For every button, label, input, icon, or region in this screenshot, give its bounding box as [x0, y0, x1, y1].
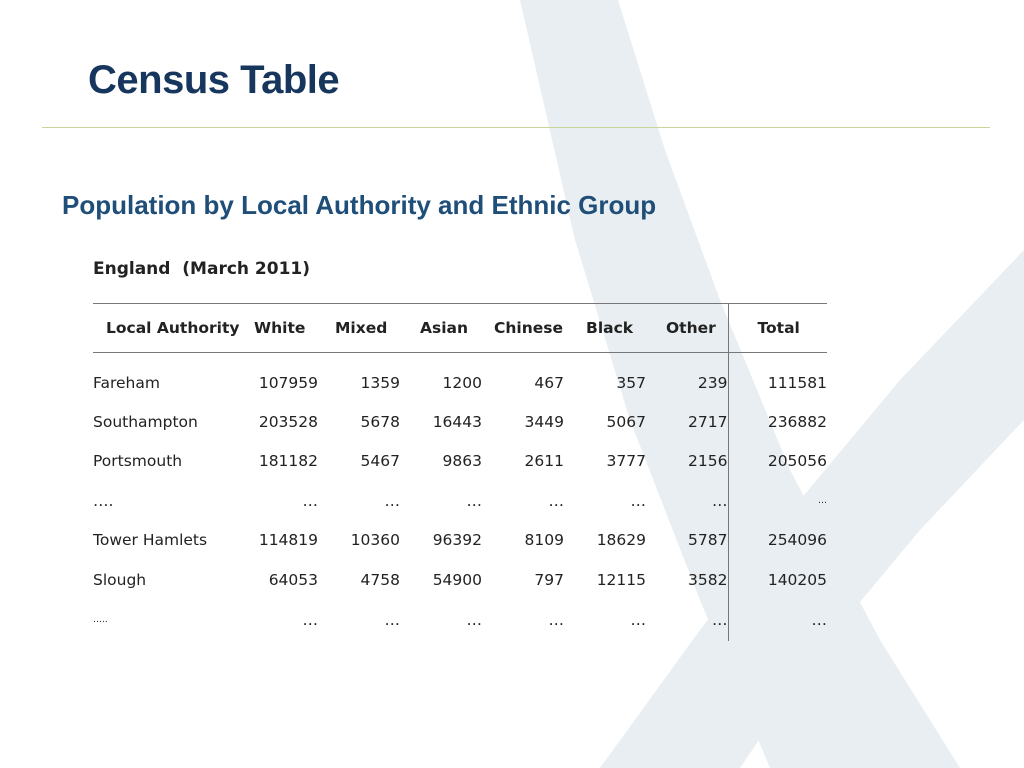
cell-mixed: 4758 [360, 570, 400, 589]
table-row-ellipsis [93, 599, 827, 641]
header-black: Black [564, 304, 646, 353]
table-row [93, 560, 827, 599]
cell-white: 181182 [258, 452, 318, 471]
cell-other: … [646, 599, 728, 641]
cell-white: … [302, 491, 318, 510]
cell-chinese: 8109 [524, 531, 564, 550]
census-table [93, 303, 827, 641]
cell-mixed: 5467 [360, 452, 400, 471]
cell-black: 12115 [596, 570, 646, 589]
cell-other: 3582 [646, 560, 728, 599]
cell-other: 2717 [646, 402, 728, 441]
cell-black: … [630, 611, 646, 630]
cell-asian: 96392 [432, 531, 482, 550]
cell-asian: … [466, 491, 482, 510]
cell-local-authority: Slough [93, 570, 147, 589]
cell-mixed: 1359 [360, 373, 400, 392]
header-white: White [245, 304, 318, 353]
table-caption: England (March 2011) [93, 259, 311, 279]
cell-asian: 1200 [442, 373, 482, 392]
cell-total: 254096 [767, 531, 827, 550]
cell-total: … [811, 611, 827, 630]
table-header-row [93, 304, 827, 353]
header-total: Total [728, 304, 827, 353]
cell-white: 107959 [258, 373, 318, 392]
page-title: Census Table [88, 58, 340, 102]
cell-mixed: 10360 [350, 531, 400, 550]
header-chinese: Chinese [482, 304, 564, 353]
cell-total: 205056 [767, 452, 827, 471]
cell-white: 203528 [258, 413, 318, 432]
title-divider [42, 127, 990, 128]
cell-local-authority: ….. [93, 615, 108, 626]
cell-other: 5787 [646, 521, 728, 560]
cell-total: 236882 [767, 413, 827, 432]
cell-black: 3777 [606, 452, 646, 471]
cell-other: … [646, 481, 728, 520]
cell-chinese: 2611 [524, 452, 564, 471]
cell-local-authority: …. [93, 491, 114, 510]
cell-asian: 54900 [432, 570, 482, 589]
cell-chinese: 3449 [524, 413, 564, 432]
cell-asian: … [466, 611, 482, 630]
cell-white: 114819 [258, 531, 318, 550]
cell-asian: 9863 [442, 452, 482, 471]
cell-local-authority: Fareham [93, 373, 160, 392]
header-asian: Asian [400, 304, 482, 353]
cell-mixed: … [384, 491, 400, 510]
cell-black: 5067 [606, 413, 646, 432]
cell-black: 357 [616, 373, 646, 392]
table-row [93, 353, 827, 403]
cell-other: 239 [646, 353, 728, 403]
cell-chinese: 797 [534, 570, 564, 589]
cell-chinese: … [548, 491, 564, 510]
cell-total: 111581 [767, 373, 827, 392]
cell-total: … [818, 495, 827, 506]
cell-local-authority: Southampton [93, 413, 198, 432]
cell-black: 18629 [596, 531, 646, 550]
cell-asian: 16443 [432, 413, 482, 432]
header-mixed: Mixed [318, 304, 400, 353]
cell-local-authority: Portsmouth [93, 452, 183, 471]
cell-black: … [630, 491, 646, 510]
table-row [93, 521, 827, 560]
cell-chinese: … [548, 611, 564, 630]
table-row [93, 442, 827, 481]
header-local-authority: Local Authority [93, 304, 245, 353]
cell-chinese: 467 [534, 373, 564, 392]
cell-local-authority: Tower Hamlets [93, 531, 208, 550]
cell-white: 64053 [268, 570, 318, 589]
cell-other: 2156 [646, 442, 728, 481]
header-other: Other [646, 304, 728, 353]
cell-white: … [302, 611, 318, 630]
cell-total: 140205 [767, 570, 827, 589]
cell-mixed: … [384, 611, 400, 630]
cell-mixed: 5678 [360, 413, 400, 432]
table-row-ellipsis [93, 481, 827, 520]
page-subtitle: Population by Local Authority and Ethnic Group [62, 190, 657, 220]
table-row [93, 402, 827, 441]
